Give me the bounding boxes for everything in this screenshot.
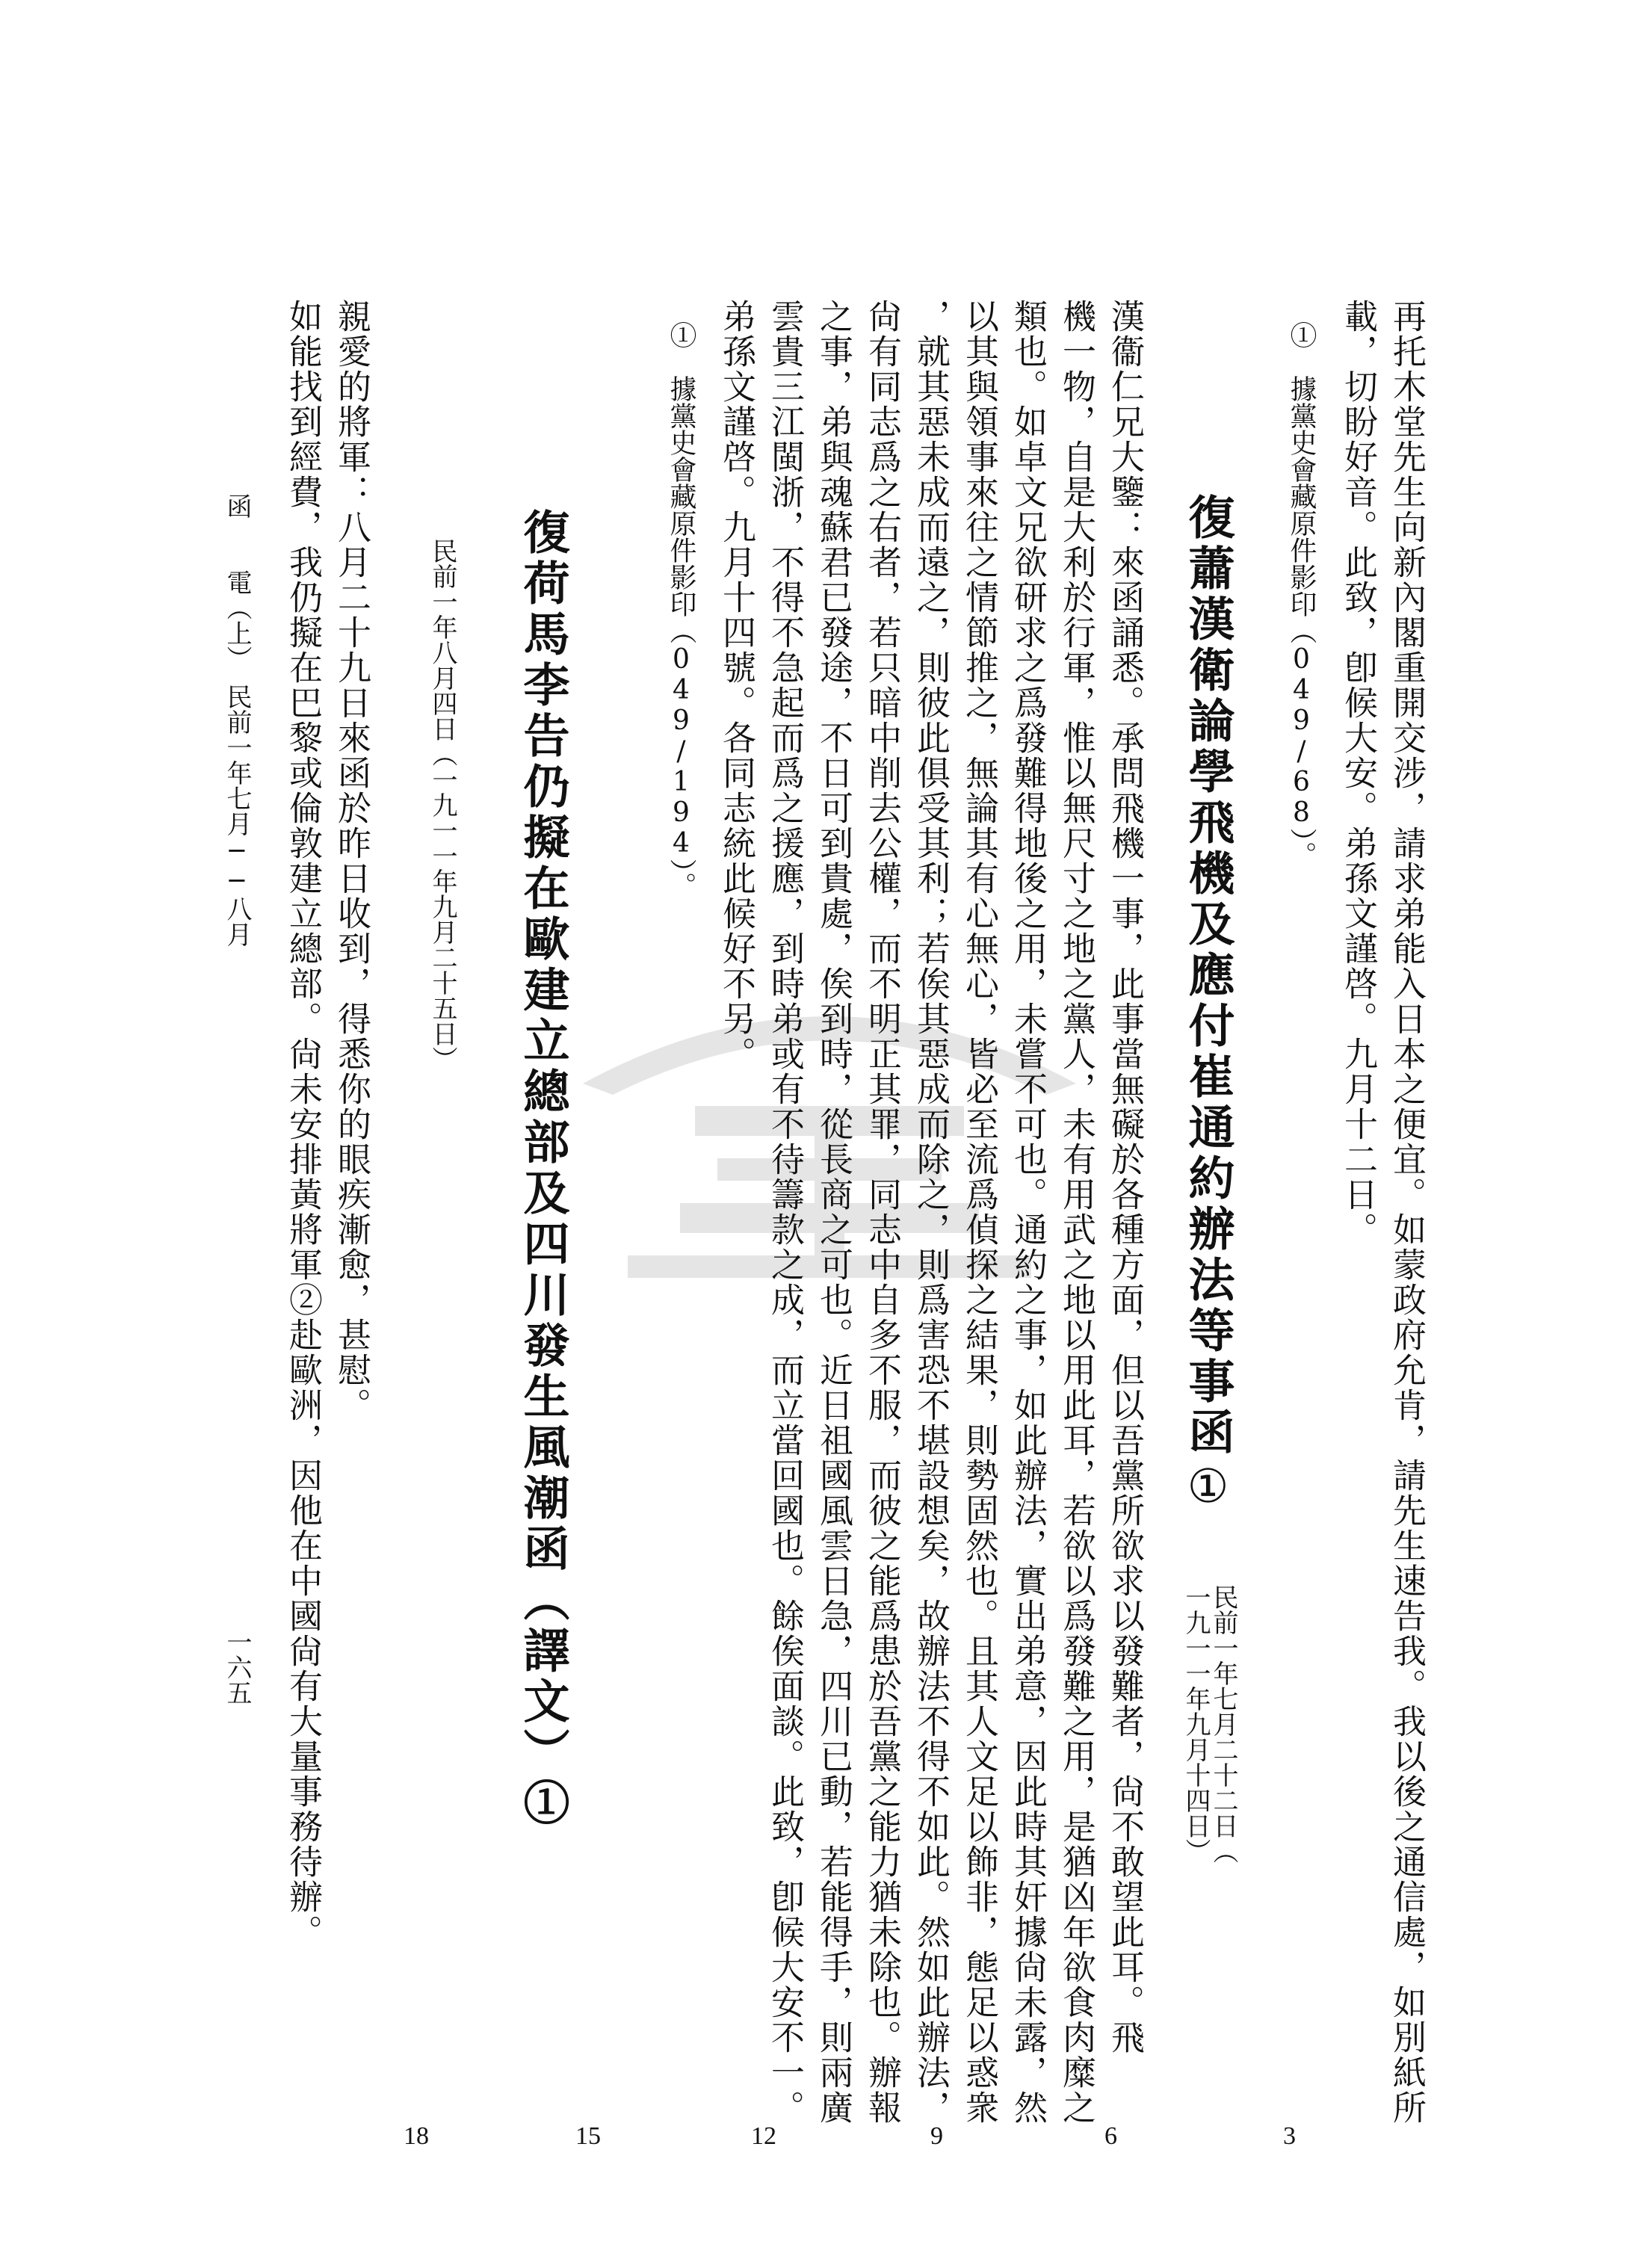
running-footer: 函 電（上） 民前一年七月──八月 [222,493,252,947]
line-number: 15 [575,2122,601,2150]
letter1-line-1: 漢衞仁兄大鑒：來函誦悉。承問飛機一事，此事當無礙於各種方面，但以吾黨所欲求以發難者，尙不敢望此耳。飛 [1105,299,1145,2055]
line-number: 6 [1104,2122,1117,2150]
continuation-line-1: 再托木堂先生向新內閣重開交涉，請求弟能入日本之便宜。如蒙政府允肯，請先生速告我。我以後之通信處，如別紙所 [1387,299,1427,2125]
letter2-line-1: 親愛的將軍：八月二十九日來函於昨日收到，得悉你的眼疾漸愈，甚慰。 [332,299,371,1423]
page-number: 一六五 [222,1629,252,1705]
letter1-line-5: ，就其惡未成而遠之，則彼此俱受其利；若俟其惡成而除之，則爲害恐不堪設想矣，故辦法不得不如此。然如此辦法， [911,299,951,2125]
continuation-line-2: 載，切盼好音。此致，卽候大安。弟孫文謹啓。九月十二日。 [1338,299,1378,1247]
letter1-line-4: 以其與領事來往之情節推之，無論其有心無心，皆必至流爲偵探之結果，則勢固然也。且其人文足以飾非，態足以惑衆 [960,299,999,2125]
letter1-date-line-2: 一九一一年九月十四日） [1181,1584,1211,1864]
letter1-line-2: 機一物，自是大利於行軍，惟以無尺寸之地之黨人，未有用武之地以用此耳，若欲以爲發難之用，是猶凶年欲食肉糜之 [1057,299,1096,2125]
letter2-date: 民前一年八月四日（一九一一年九月二十五日） [427,538,457,1072]
letter2-line-2: 如能找到經費，我仍擬在巴黎或倫敦建立總部。尙未安排黃將軍②赴歐洲，因他在中國尙有大量事務待辦。 [283,299,323,1950]
letter1-line-3: 類也。如卓文兄欲研求之爲發難得地後之用，未嘗不可也。通約之事，如此辦法，實出弟意，因此時其奸據尙未露，然 [1008,299,1048,2125]
line-number: 18 [404,2122,429,2150]
line-number: 9 [930,2122,943,2150]
letter1-line-7: 之事，弟與魂蘇君已發途，不日可到貴處，俟到時，從長商之可也。近日祖國風雲日急，四川已動，若能得手，則兩廣 [814,299,853,2125]
letter1-line-6: 尙有同志爲之右者，若只暗中削去公權，而不明正其罪，同志中自多不服，而彼之能爲患於吾黨之能力猶未除也。辦報 [862,299,902,2125]
line-number: 3 [1283,2122,1296,2150]
letter1-title: 復蕭漢衛論學飛機及應付崔通約辦法等事函① [1181,493,1235,1518]
letter1-line-8: 雲貴三江閩浙，不得不急起而爲之援應，到時弟或有不待籌款之成，而立當回國也。餘俟面談。此致，卽候大安不一。 [765,299,805,2125]
line-number: 12 [751,2122,776,2150]
continuation-note: ① 據黨史會藏原件影印（049/68）。 [1286,321,1317,868]
letter1-note: ① 據黨史會藏原件影印（049/194）。 [666,321,696,899]
letter2-title: 復荷馬李告仍擬在歐建立總部及四川發生風潮函（譯文）① [516,508,570,1829]
letter1-line-9: 弟孫文謹啓。九月十四號。各同志統此候好不另。 [717,299,756,1072]
letter1-date-line-1: 民前一年七月二十二日（ [1208,1584,1238,1864]
